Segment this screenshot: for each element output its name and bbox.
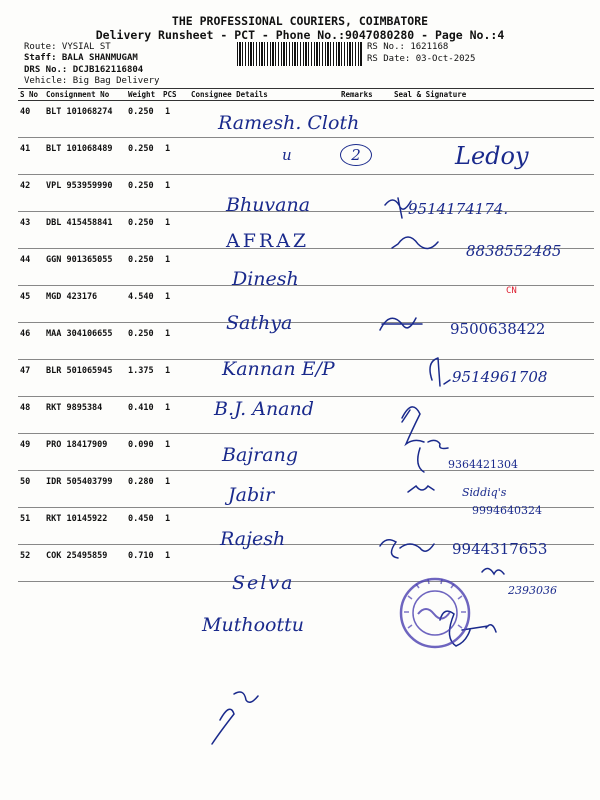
row-remarks xyxy=(339,397,392,434)
row-weight: 0.250 xyxy=(126,138,161,175)
row-remarks xyxy=(339,434,392,471)
column-header-pcs: PCS xyxy=(161,89,189,101)
handwritten-phone-50: 9944317653 xyxy=(452,540,548,558)
handwritten-name-47: B.J. Anand xyxy=(214,398,314,420)
row-remarks xyxy=(339,175,392,212)
row-remarks xyxy=(339,360,392,397)
column-header-weight: Weight xyxy=(126,89,161,101)
handwritten-phone-43: 8838552485 xyxy=(466,242,562,260)
row-pcs: 1 xyxy=(161,212,189,249)
handwritten-note-51: 2393036 xyxy=(508,584,557,597)
row-pcs: 1 xyxy=(161,323,189,360)
stamp-icon xyxy=(398,576,472,650)
row-consignment-no: RKT 9895384 xyxy=(44,397,126,434)
row-pcs: 1 xyxy=(161,397,189,434)
circled-mark-41: 2 xyxy=(340,144,372,166)
row-weight: 0.090 xyxy=(126,434,161,471)
row-seal-signature xyxy=(392,286,594,323)
row-pcs: 1 xyxy=(161,360,189,397)
row-remarks xyxy=(339,471,392,508)
rs-date: RS Date: 03-Oct-2025 xyxy=(367,54,476,64)
row-weight: 0.250 xyxy=(126,175,161,212)
handwritten-name-52: Muthoottu xyxy=(202,614,304,636)
row-sno: 44 xyxy=(18,249,44,286)
row-seal-signature xyxy=(392,101,594,138)
company-title: THE PROFESSIONAL COURIERS, COIMBATORE xyxy=(171,14,429,28)
row-consignment-no: VPL 953959990 xyxy=(44,175,126,212)
row-pcs: 1 xyxy=(161,471,189,508)
handwritten-phone-48: 9364421304 xyxy=(448,458,518,471)
remark-note-44: CN xyxy=(506,286,517,296)
handwritten-name-51: Selva xyxy=(232,572,295,594)
row-weight: 0.250 xyxy=(126,323,161,360)
handwritten-name-49: Jabir xyxy=(228,484,275,506)
row-consignment-no: MGD 423176 xyxy=(44,286,126,323)
row-weight: 0.450 xyxy=(126,508,161,545)
row-consignment-no: BLT 101068489 xyxy=(44,138,126,175)
row-consignment-no: BLT 101068274 xyxy=(44,101,126,138)
handwritten-name-42: Bhuvana xyxy=(226,194,311,216)
row-consignment-no: IDR 505403799 xyxy=(44,471,126,508)
barcode-icon xyxy=(237,42,362,66)
column-header-remarks: Remarks xyxy=(339,89,392,101)
row-sno: 45 xyxy=(18,286,44,323)
row-sno: 42 xyxy=(18,175,44,212)
row-sno: 40 xyxy=(18,101,44,138)
handwritten-name-50: Rajesh xyxy=(220,528,286,550)
row-consignment-no: MAA 304106655 xyxy=(44,323,126,360)
row-consignment-no: DBL 415458841 xyxy=(44,212,126,249)
handwritten-name-43: AFRAZ xyxy=(226,230,310,252)
row-pcs: 1 xyxy=(161,545,189,582)
route-label: Route: VYSIAL ST xyxy=(24,42,111,52)
row-sno: 41 xyxy=(18,138,44,175)
row-pcs: 1 xyxy=(161,508,189,545)
vehicle-label: Vehicle: Big Bag Delivery xyxy=(24,76,160,86)
column-header-sno: S No xyxy=(18,89,44,101)
row-weight: 0.280 xyxy=(126,471,161,508)
row-seal-signature xyxy=(392,397,594,434)
row-pcs: 1 xyxy=(161,249,189,286)
handwritten-name-44: Dinesh xyxy=(232,268,299,290)
row-weight: 0.250 xyxy=(126,212,161,249)
handwritten-phone-46: 9514961708 xyxy=(452,368,548,386)
row-pcs: 1 xyxy=(161,175,189,212)
row-weight: 4.540 xyxy=(126,286,161,323)
row-pcs: 1 xyxy=(161,101,189,138)
row-sno: 49 xyxy=(18,434,44,471)
row-consignment-no: GGN 901365055 xyxy=(44,249,126,286)
row-consignment-no: COK 25495859 xyxy=(44,545,126,582)
row-weight: 0.410 xyxy=(126,397,161,434)
row-sno: 43 xyxy=(18,212,44,249)
table-row xyxy=(18,471,594,508)
row-sno: 50 xyxy=(18,471,44,508)
row-sno: 47 xyxy=(18,360,44,397)
handwritten-phone-45: 9500638422 xyxy=(450,320,546,338)
column-header-consignee: Consignee Details xyxy=(189,89,339,101)
handwritten-phone-42: 9514174174. xyxy=(408,200,509,218)
row-consignee-details xyxy=(189,138,339,175)
row-remarks xyxy=(339,212,392,249)
staff-label: Staff: BALA SHANMUGAM xyxy=(24,53,138,63)
row-weight: 0.250 xyxy=(126,249,161,286)
signature-41: Ledoy xyxy=(455,142,529,170)
row-weight: 0.710 xyxy=(126,545,161,582)
rs-number: RS No.: 1621168 xyxy=(367,42,449,52)
row-remarks xyxy=(339,286,392,323)
drs-label: DRS No.: DCJB162116804 xyxy=(24,65,144,75)
row-weight: 0.250 xyxy=(126,101,161,138)
row-sno: 46 xyxy=(18,323,44,360)
row-remarks xyxy=(339,508,392,545)
row-consignment-no: RKT 10145922 xyxy=(44,508,126,545)
handwritten-name-45: Sathya xyxy=(226,312,293,334)
handwritten-note-49: Siddiq's xyxy=(462,486,507,499)
handwritten-name-41: u xyxy=(282,146,292,164)
runsheet-subtitle: Delivery Runsheet - PCT - Phone No.:9047080280 - Page No.:4 xyxy=(95,28,505,42)
row-weight: 1.375 xyxy=(126,360,161,397)
row-pcs: 1 xyxy=(161,434,189,471)
row-sno: 52 xyxy=(18,545,44,582)
row-pcs: 1 xyxy=(161,138,189,175)
row-pcs: 1 xyxy=(161,286,189,323)
row-sno: 48 xyxy=(18,397,44,434)
row-consignment-no: BLR 501065945 xyxy=(44,360,126,397)
handwritten-name-46: Kannan E/P xyxy=(222,358,335,380)
row-remarks xyxy=(339,249,392,286)
row-consignment-no: PRO 18417909 xyxy=(44,434,126,471)
table-header-row xyxy=(18,89,594,101)
handwritten-name-48: Bajrang xyxy=(222,444,298,466)
handwritten-name-40: Ramesh. Cloth xyxy=(218,112,360,134)
row-sno: 51 xyxy=(18,508,44,545)
row-remarks xyxy=(339,323,392,360)
row-remarks xyxy=(339,545,392,582)
handwritten-phone-49: 9994640324 xyxy=(472,504,542,517)
column-header-consignment: Consignment No xyxy=(44,89,126,101)
column-header-seal: Seal & Signature xyxy=(392,89,594,101)
